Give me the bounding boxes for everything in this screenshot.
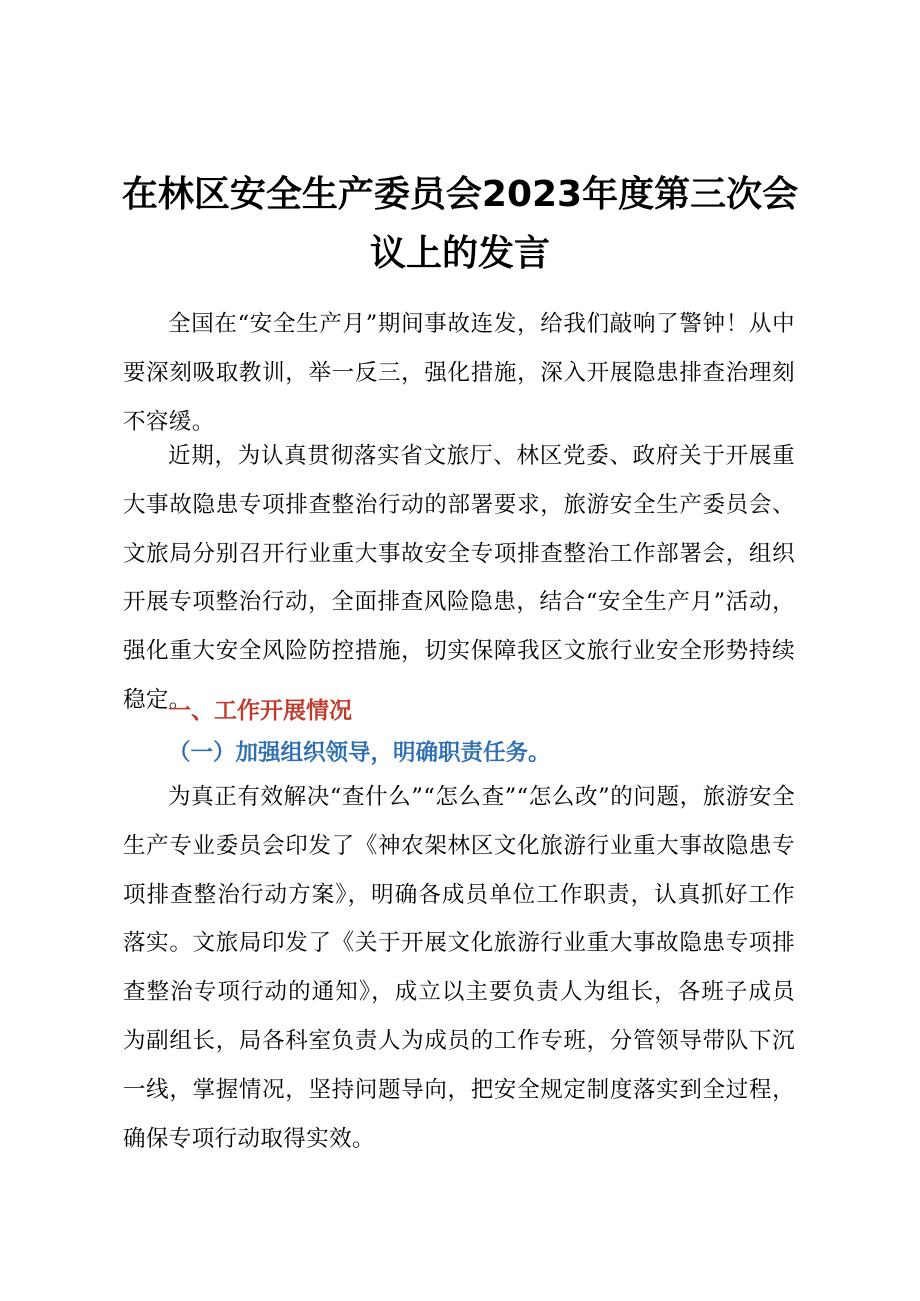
- document-title-line-1: 在林区安全生产委员会2023年度第三次会: [121, 174, 799, 215]
- intro-paragraph: 全国在“安全生产月”期间事故连发，给我们敲响了警钟！从中要深刻吸取教训，举一反三，强化措施，深入开展隐患排查治理刻不容缓。: [123, 311, 795, 435]
- background-paragraph: 近期，为认真贯彻落实省文旅厅、林区党委、政府关于开展重大事故隐患专项排查整治行动的部署要求，旅游安全生产委员会、文旅局分别召开行业重大事故安全专项排查整治工作部署会，组织开展专项整治行动，全面排查风险隐患，结合“安全生产月”活动，强化重大安全风险防控措施，切实保障我区文旅行业安全形势持续稳定。: [123, 443, 795, 713]
- section-heading: 一、工作开展情况: [168, 698, 352, 724]
- document-title-line-2: 议上的发言: [369, 233, 550, 274]
- body-paragraph: 为真正有效解决“查什么”“怎么查”“怎么改”的问题，旅游安全生产专业委员会印发了《神农架林区文化旅游行业重大事故隐患专项排查整治行动方案》，明确各成员单位工作职责，认真抓好工作落实。文旅局印发了《关于开展文化旅游行业重大事故隐患专项排查整治专项行动的通知》，成立以主要负责人为组长，各班子成员为副组长，局各科室负责人为成员的工作专班，分管领导带队下沉一线，掌握情况，坚持问题导向，把安全规定制度落实到全过程，确保专项行动取得实效。: [123, 784, 795, 1152]
- subsection-heading: （一）加强组织领导，明确职责任务。: [168, 740, 551, 766]
